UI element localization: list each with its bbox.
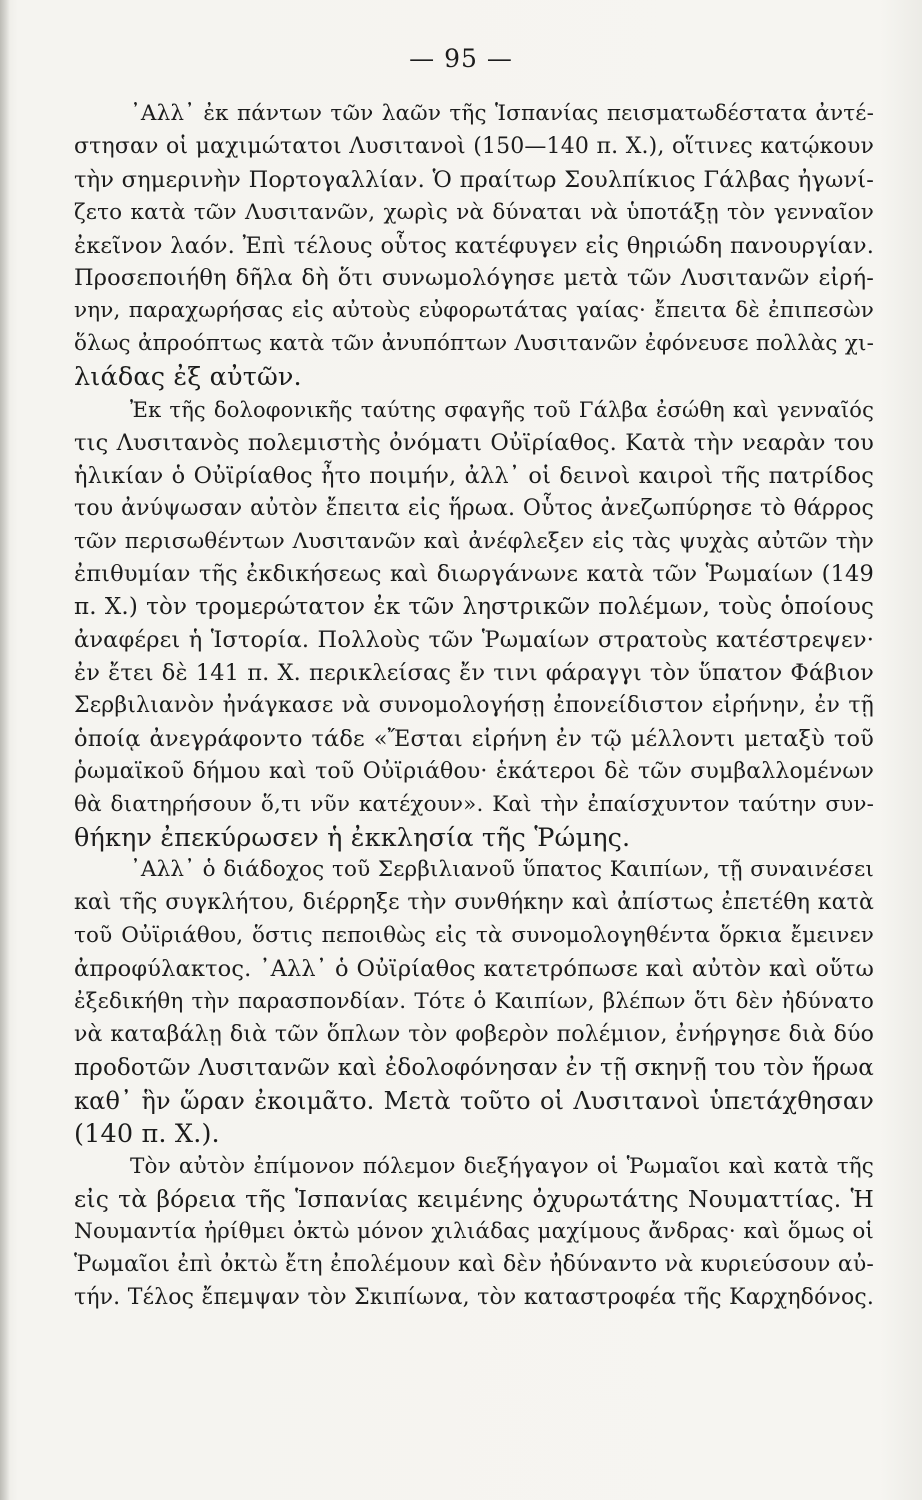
text-line: Ῥωμαῖοι ἐπὶ ὀκτὼ ἔτη ἐπολέμουν καὶ δὲν ἠδύναντο νὰ κυριεύσουν αὐ- <box>74 1252 874 1278</box>
text-line: τοῦ Οὐϊριάθου, ὅστις πεποιθὼς εἰς τὰ συνομολογηθέντα ὅρκια ἔμεινεν <box>74 923 874 949</box>
text-line: λιάδας ἐξ αὐτῶν. <box>74 362 302 393</box>
text-line: Προσεποιήθη δῆλα δὴ ὅτι συνωμολόγησε μετὰ τῶν Λυσιτανῶν εἰρή- <box>74 265 874 292</box>
text-line: ὅλως ἀπροόπτως κατὰ τῶν ἀνυπόπτων Λυσιτανῶν ἐφόνευσε πολλὰς χι- <box>74 331 874 357</box>
page-binding-shadow <box>0 0 10 1500</box>
text-line: καθ᾿ ἣν ὥραν ἐκοιμᾶτο. Μετὰ τοῦτο οἱ Λυσιτανοὶ ὑπετάχθησαν <box>74 1086 874 1115</box>
text-line: ἐπιθυμίαν τῆς ἐκδικήσεως καὶ διωργάνωνε κατὰ τῶν Ῥωμαίων (149 <box>74 561 874 588</box>
text-line: ἐξεδικήθη τὴν παρασπονδίαν. Τότε ὁ Καιπίων, βλέπων ὅτι δὲν ἠδύνατο <box>74 989 874 1015</box>
text-line: ζετο κατὰ τῶν Λυσιτανῶν, χωρὶς νὰ δύναται νὰ ὑποτάξῃ τὸν γενναῖον <box>74 199 874 225</box>
text-line: νην, παραχωρήσας εἰς αὐτοὺς εὐφορωτάτας γαίας· ἔπειτα δὲ ἐπιπεσὼν <box>74 298 874 324</box>
text-line: ἀπροφύλακτος. ᾿Αλλ᾿ ὁ Οὐϊρίαθος κατετρόπωσε καὶ αὐτὸν καὶ οὕτω <box>74 956 874 983</box>
text-line: Σερβιλιανὸν ἠνάγκασε νὰ συνομολογήσῃ ἐπονείδιστον εἰρήνην, ἐν τῇ <box>74 693 874 719</box>
text-line: θήκην ἐπεκύρωσεν ἡ ἐκκλησία τῆς Ῥώμης. <box>74 822 631 853</box>
text-line: Νουμαντία ἠρίθμει ὀκτὼ μόνον χιλιάδας μαχίμους ἄνδρας· καὶ ὅμως οἱ <box>74 1219 874 1245</box>
text-line: ῥωμαϊκοῦ δήμου καὶ τοῦ Οὐϊριάθου· ἑκάτεροι δὲ τῶν συμβαλλομένων <box>74 758 874 784</box>
text-line: καὶ τῆς συγκλήτου, διέρρηξε τὴν συνθήκην καὶ ἀπίστως ἐπετέθη κατὰ <box>74 890 874 916</box>
text-line: Τὸν αὐτὸν ἐπίμονον πόλεμον διεξήγαγον οἱ Ῥωμαῖοι καὶ κατὰ τῆς <box>130 1153 874 1179</box>
text-line: (140 π. Χ.). <box>74 1118 220 1149</box>
page-number: — 95 — <box>409 44 513 73</box>
text-line: τήν. Τέλος ἔπεμψαν τὸν Σκιπίωνα, τὸν καταστροφέα τῆς Καρχηδόνος. <box>74 1285 874 1311</box>
text-line: ᾿Αλλ᾿ ὁ διάδοχος τοῦ Σερβιλιανοῦ ὕπατος Καιπίων, τῇ συναινέσει <box>130 857 874 883</box>
text-line: τῶν περισωθέντων Λυσιτανῶν καὶ ἀνέφλεξεν εἰς τὰς ψυχὰς αὐτῶν τὴν <box>74 528 874 554</box>
text-line: ἐν ἔτει δὲ 141 π. Χ. περικλείσας ἔν τινι φάραγγι τὸν ὕπατον Φάβιον <box>74 660 874 687</box>
text-line: π. Χ.) τὸν τρομερώτατον ἐκ τῶν ληστρικῶν πολέμων, τοὺς ὁποίους <box>74 594 874 621</box>
text-line: προδοτῶν Λυσιτανῶν καὶ ἐδολοφόνησαν ἐν τῇ σκηνῇ του τὸν ἥρωα <box>74 1054 874 1081</box>
text-line: εἰς τὰ βόρεια τῆς Ἱσπανίας κειμένης ὀχυρωτάτης Νουματτίας. Ἡ <box>74 1185 874 1214</box>
text-line: νὰ καταβάλῃ διὰ τῶν ὅπλων τὸν φοβερὸν πολέμιον, ἐνήργησε διὰ δύο <box>74 1021 874 1047</box>
text-line: τις Λυσιτανὸς πολεμιστὴς ὀνόματι Οὐϊρίαθος. Κατὰ τὴν νεαρὰν του <box>74 429 874 456</box>
text-line: ἡλικίαν ὁ Οὐϊρίαθος ἦτο ποιμήν, ἀλλ᾿ οἱ δεινοὶ καιροὶ τῆς πατρίδος <box>74 462 874 489</box>
text-line: Ἐκ τῆς δολοφονικῆς ταύτης σφαγῆς τοῦ Γάλβα ἐσώθη καὶ γενναῖός <box>130 398 874 423</box>
text-line: στησαν οἱ μαχιμώτατοι Λυσιτανοὶ (150—140 π. Χ.), οἵτινες κατῴκουν <box>74 133 874 159</box>
text-line: ἀναφέρει ἡ Ἱστορία. Πολλοὺς τῶν Ῥωμαίων στρατοὺς κατέστρεψεν· <box>74 627 874 654</box>
text-line: ὁποίᾳ ἀνεγράφοντο τάδε «Ἔσται εἰρήνη ἐν τῷ μέλλοντι μεταξὺ τοῦ <box>74 725 874 752</box>
text-line: θὰ διατηρήσουν ὅ,τι νῦν κατέχουν». Καὶ τὴν ἐπαίσχυντον ταύτην συν- <box>74 791 874 817</box>
body-text <box>74 98 874 1315</box>
text-line: ᾿Αλλ᾿ ἐκ πάντων τῶν λαῶν τῆς Ἱσπανίας πεισματωδέστατα ἀντέ- <box>130 101 874 126</box>
text-line: τὴν σημερινὴν Πορτογαλλίαν. Ὁ πραίτωρ Σουλπίκιος Γάλβας ἠγωνί- <box>74 166 874 193</box>
text-line: του ἀνύψωσαν αὐτὸν ἔπειτα εἰς ἥρωα. Οὗτος ἀνεζωπύρησε τὸ θάρρος <box>74 495 874 521</box>
text-line: ἐκεῖνον λαόν. Ἐπὶ τέλους οὗτος κατέφυγεν εἰς θηριώδη πανουργίαν. <box>74 232 874 259</box>
